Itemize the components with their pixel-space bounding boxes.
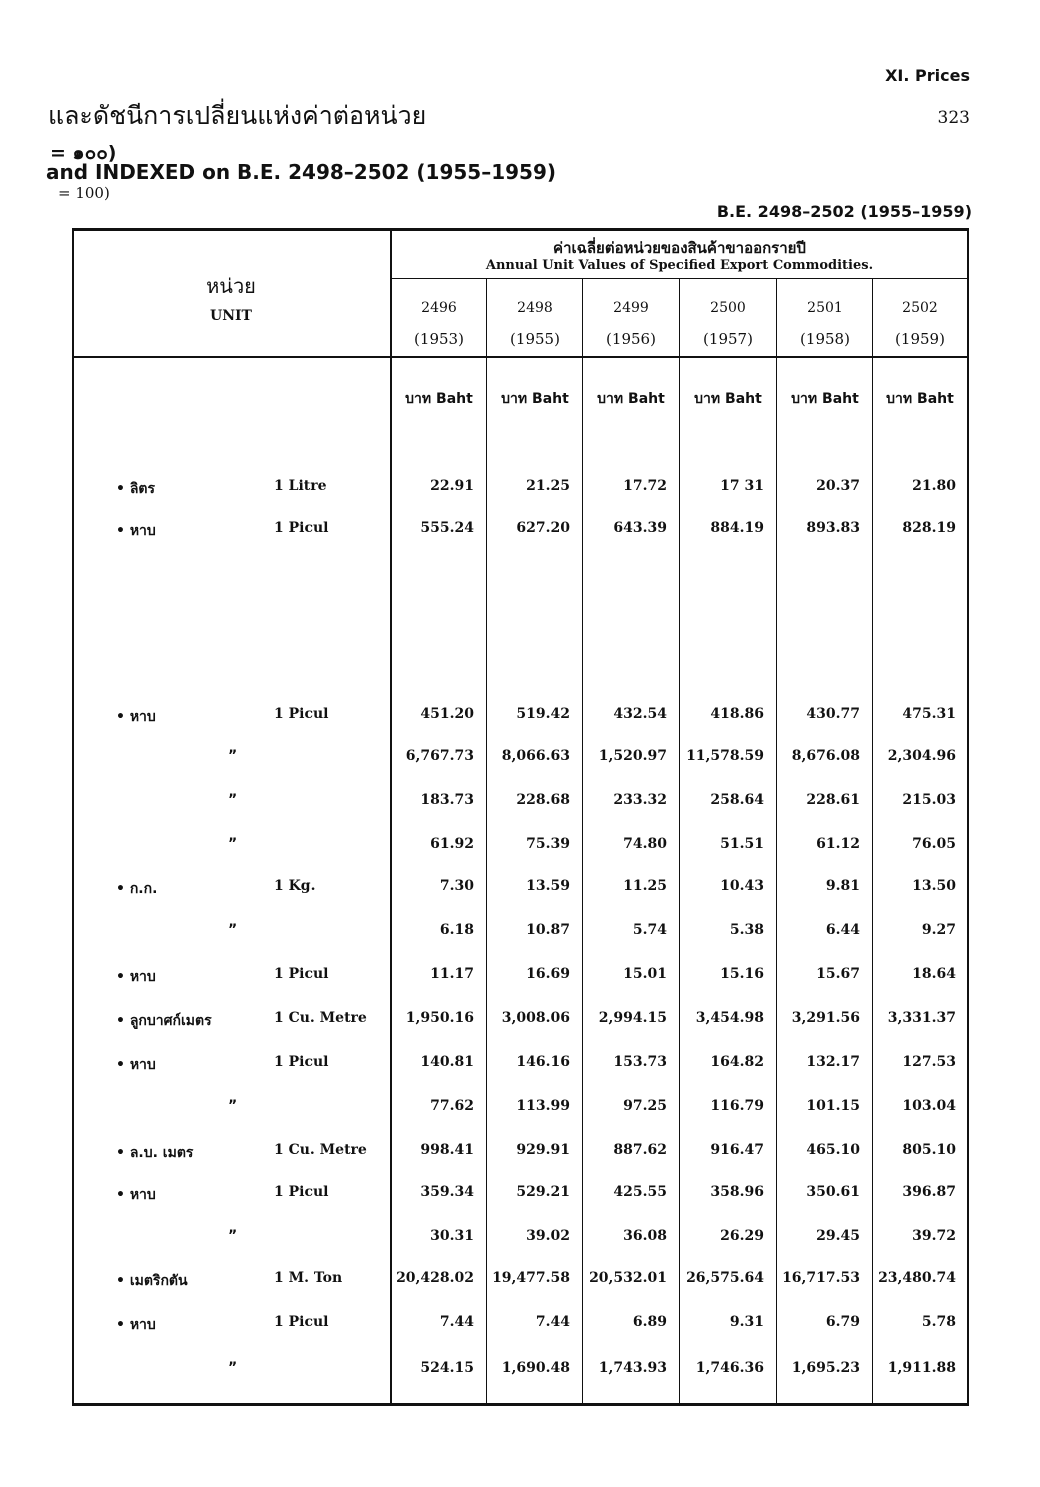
period-label: B.E. 2498–2502 (1955–1959) xyxy=(716,202,972,221)
value-cell: 7.44 xyxy=(535,1314,570,1330)
value-cell: 524.15 xyxy=(420,1360,474,1376)
value-cell: 21.25 xyxy=(526,478,570,494)
value-cell: 228.61 xyxy=(806,792,860,808)
year-header-ce: (1955) xyxy=(510,330,560,348)
value-cell: 465.10 xyxy=(806,1142,860,1158)
row-unit: 1 Cu. Metre xyxy=(274,1010,367,1026)
english-title: and INDEXED on B.E. 2498–2502 (1955–1959) xyxy=(46,160,557,184)
year-header: 2501 xyxy=(807,300,843,316)
year-header: 2496 xyxy=(421,300,457,316)
value-cell: 893.83 xyxy=(806,520,860,536)
value-cell: 228.68 xyxy=(516,792,570,808)
value-cell: 26.29 xyxy=(720,1228,764,1244)
values-header-thai: ค่าเฉลี่ยต่อหน่วยของสินค้าขาออกรายปี xyxy=(553,239,806,257)
value-cell: 10.87 xyxy=(526,922,570,938)
value-cell: 61.12 xyxy=(816,836,860,852)
value-cell: 451.20 xyxy=(420,706,474,722)
year-header: 2499 xyxy=(613,300,649,316)
value-cell: 20,428.02 xyxy=(396,1270,474,1286)
value-cell: 16.69 xyxy=(526,966,570,982)
table-row xyxy=(72,1010,969,1034)
value-cell: 6.18 xyxy=(439,922,474,938)
unit-header-thai: หน่วย xyxy=(206,274,256,298)
value-cell: 828.19 xyxy=(902,520,956,536)
row-unit: 1 Cu. Metre xyxy=(274,1142,367,1158)
value-cell: 146.16 xyxy=(516,1054,570,1070)
value-cell: 6.89 xyxy=(632,1314,667,1330)
value-cell: 75.39 xyxy=(526,836,570,852)
value-cell: 183.73 xyxy=(420,792,474,808)
value-cell: 132.17 xyxy=(806,1054,860,1070)
currency-label: บาท Baht xyxy=(791,391,859,407)
export-unit-values-table xyxy=(72,228,969,1406)
table-row xyxy=(72,966,969,990)
table-row xyxy=(72,1098,969,1122)
ditto-mark: ” xyxy=(228,748,238,764)
value-cell: 1,950.16 xyxy=(405,1010,474,1026)
value-cell: 30.31 xyxy=(430,1228,474,1244)
header-bottom-rule xyxy=(72,356,969,358)
currency-label: บาท Baht xyxy=(501,391,569,407)
table-row xyxy=(72,1054,969,1078)
value-cell: 233.32 xyxy=(613,792,667,808)
value-cell: 6.79 xyxy=(825,1314,860,1330)
year-header-ce: (1958) xyxy=(800,330,850,348)
table-row xyxy=(72,836,969,860)
row-unit: 1 Picul xyxy=(274,706,329,722)
value-cell: 3,291.56 xyxy=(791,1010,860,1026)
index-base: = 100) xyxy=(58,184,110,202)
year-header: 2502 xyxy=(902,300,938,316)
value-cell: 215.03 xyxy=(902,792,956,808)
value-cell: 884.19 xyxy=(710,520,764,536)
row-unit: 1 M. Ton xyxy=(274,1270,343,1286)
ditto-mark: ” xyxy=(228,1360,238,1376)
value-cell: 8,676.08 xyxy=(791,748,860,764)
row-thai-unit: • ก.ก. xyxy=(116,881,158,897)
value-cell: 432.54 xyxy=(613,706,667,722)
value-cell: 140.81 xyxy=(420,1054,474,1070)
value-cell: 17.72 xyxy=(623,478,667,494)
row-thai-unit: • เมตริกตัน xyxy=(116,1273,188,1289)
value-cell: 164.82 xyxy=(710,1054,764,1070)
value-cell: 61.92 xyxy=(430,836,474,852)
row-thai-unit: • หาบ xyxy=(116,1187,156,1203)
value-cell: 15.01 xyxy=(623,966,667,982)
thai-title: และดัชนีการเปลี่ยนแห่งค่าต่อหน่วย xyxy=(48,101,427,130)
table-row xyxy=(72,922,969,946)
value-cell: 15.67 xyxy=(816,966,860,982)
value-cell: 10.43 xyxy=(720,878,764,894)
year-header: 2500 xyxy=(710,300,746,316)
value-cell: 887.62 xyxy=(613,1142,667,1158)
table-bottom-rule xyxy=(72,1403,969,1406)
row-unit: 1 Picul xyxy=(274,1184,329,1200)
value-cell: 5.38 xyxy=(729,922,764,938)
value-cell: 116.79 xyxy=(710,1098,764,1114)
value-cell: 11,578.59 xyxy=(686,748,764,764)
value-cell: 19,477.58 xyxy=(492,1270,570,1286)
value-cell: 916.47 xyxy=(710,1142,764,1158)
value-cell: 29.45 xyxy=(816,1228,860,1244)
value-cell: 643.39 xyxy=(613,520,667,536)
row-thai-unit: • หาบ xyxy=(116,1317,156,1333)
value-cell: 101.15 xyxy=(806,1098,860,1114)
value-cell: 11.25 xyxy=(623,878,667,894)
row-unit: 1 Picul xyxy=(274,966,329,982)
value-cell: 5.78 xyxy=(921,1314,956,1330)
currency-label: บาท Baht xyxy=(405,391,473,407)
value-cell: 11.17 xyxy=(430,966,474,982)
value-cell: 258.64 xyxy=(710,792,764,808)
year-header-ce: (1959) xyxy=(895,330,945,348)
table-row xyxy=(72,478,969,502)
ditto-mark: ” xyxy=(228,1098,238,1114)
value-cell: 359.34 xyxy=(420,1184,474,1200)
year-header: 2498 xyxy=(517,300,553,316)
row-thai-unit: • หาบ xyxy=(116,523,156,539)
row-unit: 1 Kg. xyxy=(274,878,316,894)
value-cell: 77.62 xyxy=(430,1098,474,1114)
value-cell: 1,743.93 xyxy=(598,1360,667,1376)
table-row xyxy=(72,520,969,544)
value-cell: 1,695.23 xyxy=(791,1360,860,1376)
value-cell: 18.64 xyxy=(912,966,956,982)
row-unit: 1 Litre xyxy=(274,478,327,494)
value-cell: 3,008.06 xyxy=(501,1010,570,1026)
row-unit: 1 Picul xyxy=(274,1054,329,1070)
value-cell: 113.99 xyxy=(516,1098,570,1114)
table-row xyxy=(72,1228,969,1252)
value-cell: 1,911.88 xyxy=(887,1360,956,1376)
year-header-ce: (1957) xyxy=(703,330,753,348)
table-row xyxy=(72,1142,969,1166)
row-thai-unit: • ล.บ. เมตร xyxy=(116,1145,194,1161)
value-cell: 627.20 xyxy=(516,520,570,536)
value-cell: 9.81 xyxy=(825,878,860,894)
row-unit: 1 Picul xyxy=(274,1314,329,1330)
value-cell: 396.87 xyxy=(902,1184,956,1200)
ditto-mark: ” xyxy=(228,836,238,852)
value-cell: 418.86 xyxy=(710,706,764,722)
table-row xyxy=(72,878,969,902)
page-number: 323 xyxy=(937,108,970,128)
values-header-english: Annual Unit Values of Specified Export Commodities. xyxy=(485,258,874,273)
table-row xyxy=(72,748,969,772)
value-cell: 3,454.98 xyxy=(695,1010,764,1026)
value-cell: 153.73 xyxy=(613,1054,667,1070)
value-cell: 97.25 xyxy=(623,1098,667,1114)
table-row xyxy=(72,1360,969,1384)
value-cell: 805.10 xyxy=(902,1142,956,1158)
row-thai-unit: • ลิตร xyxy=(116,481,156,497)
table-row xyxy=(72,1270,969,1294)
currency-label: บาท Baht xyxy=(694,391,762,407)
value-cell: 74.80 xyxy=(623,836,667,852)
value-cell: 23,480.74 xyxy=(878,1270,956,1286)
value-cell: 358.96 xyxy=(710,1184,764,1200)
table-row xyxy=(72,792,969,816)
value-cell: 17 31 xyxy=(720,478,764,494)
value-cell: 3,331.37 xyxy=(887,1010,956,1026)
value-cell: 1,690.48 xyxy=(501,1360,570,1376)
value-cell: 36.08 xyxy=(623,1228,667,1244)
value-cell: 39.72 xyxy=(912,1228,956,1244)
thai-subtitle: = ๑๐๐) xyxy=(50,142,117,164)
value-cell: 5.74 xyxy=(632,922,667,938)
ditto-mark: ” xyxy=(228,922,238,938)
value-cell: 529.21 xyxy=(516,1184,570,1200)
value-cell: 103.04 xyxy=(902,1098,956,1114)
row-thai-unit: • หาบ xyxy=(116,1057,156,1073)
row-thai-unit: • หาบ xyxy=(116,969,156,985)
table-row xyxy=(72,1184,969,1208)
value-cell: 51.51 xyxy=(720,836,764,852)
value-cell: 9.31 xyxy=(729,1314,764,1330)
value-cell: 1,746.36 xyxy=(695,1360,764,1376)
value-cell: 7.44 xyxy=(439,1314,474,1330)
value-cell: 929.91 xyxy=(516,1142,570,1158)
currency-label: บาท Baht xyxy=(597,391,665,407)
value-cell: 127.53 xyxy=(902,1054,956,1070)
value-cell: 21.80 xyxy=(912,478,956,494)
value-cell: 13.59 xyxy=(526,878,570,894)
year-header-ce: (1953) xyxy=(414,330,464,348)
section-title: XI. Prices xyxy=(885,66,970,85)
value-cell: 2,304.96 xyxy=(887,748,956,764)
value-cell: 20,532.01 xyxy=(589,1270,667,1286)
ditto-mark: ” xyxy=(228,792,238,808)
value-cell: 26,575.64 xyxy=(686,1270,764,1286)
value-cell: 350.61 xyxy=(806,1184,860,1200)
row-thai-unit: • หาบ xyxy=(116,709,156,725)
value-cell: 8,066.63 xyxy=(501,748,570,764)
value-cell: 15.16 xyxy=(720,966,764,982)
value-cell: 430.77 xyxy=(806,706,860,722)
ditto-mark: ” xyxy=(228,1228,238,1244)
value-cell: 39.02 xyxy=(526,1228,570,1244)
value-cell: 555.24 xyxy=(420,520,474,536)
row-thai-unit: • ลูกบาศก์เมตร xyxy=(116,1013,212,1029)
value-cell: 6,767.73 xyxy=(405,748,474,764)
currency-label: บาท Baht xyxy=(886,391,954,407)
value-cell: 1,520.97 xyxy=(598,748,667,764)
value-cell: 6.44 xyxy=(825,922,860,938)
value-cell: 2,994.15 xyxy=(598,1010,667,1026)
table-row xyxy=(72,1314,969,1338)
value-cell: 425.55 xyxy=(613,1184,667,1200)
value-cell: 13.50 xyxy=(912,878,956,894)
value-cell: 22.91 xyxy=(430,478,474,494)
value-cell: 7.30 xyxy=(439,878,474,894)
value-cell: 9.27 xyxy=(921,922,956,938)
value-cell: 998.41 xyxy=(420,1142,474,1158)
value-cell: 16,717.53 xyxy=(782,1270,860,1286)
year-header-ce: (1956) xyxy=(606,330,656,348)
value-cell: 76.05 xyxy=(912,836,956,852)
table-row xyxy=(72,706,969,730)
row-unit: 1 Picul xyxy=(274,520,329,536)
value-cell: 475.31 xyxy=(902,706,956,722)
value-cell: 20.37 xyxy=(816,478,860,494)
unit-header-english: UNIT xyxy=(210,308,252,324)
table-top-rule xyxy=(72,228,969,231)
value-cell: 519.42 xyxy=(516,706,570,722)
